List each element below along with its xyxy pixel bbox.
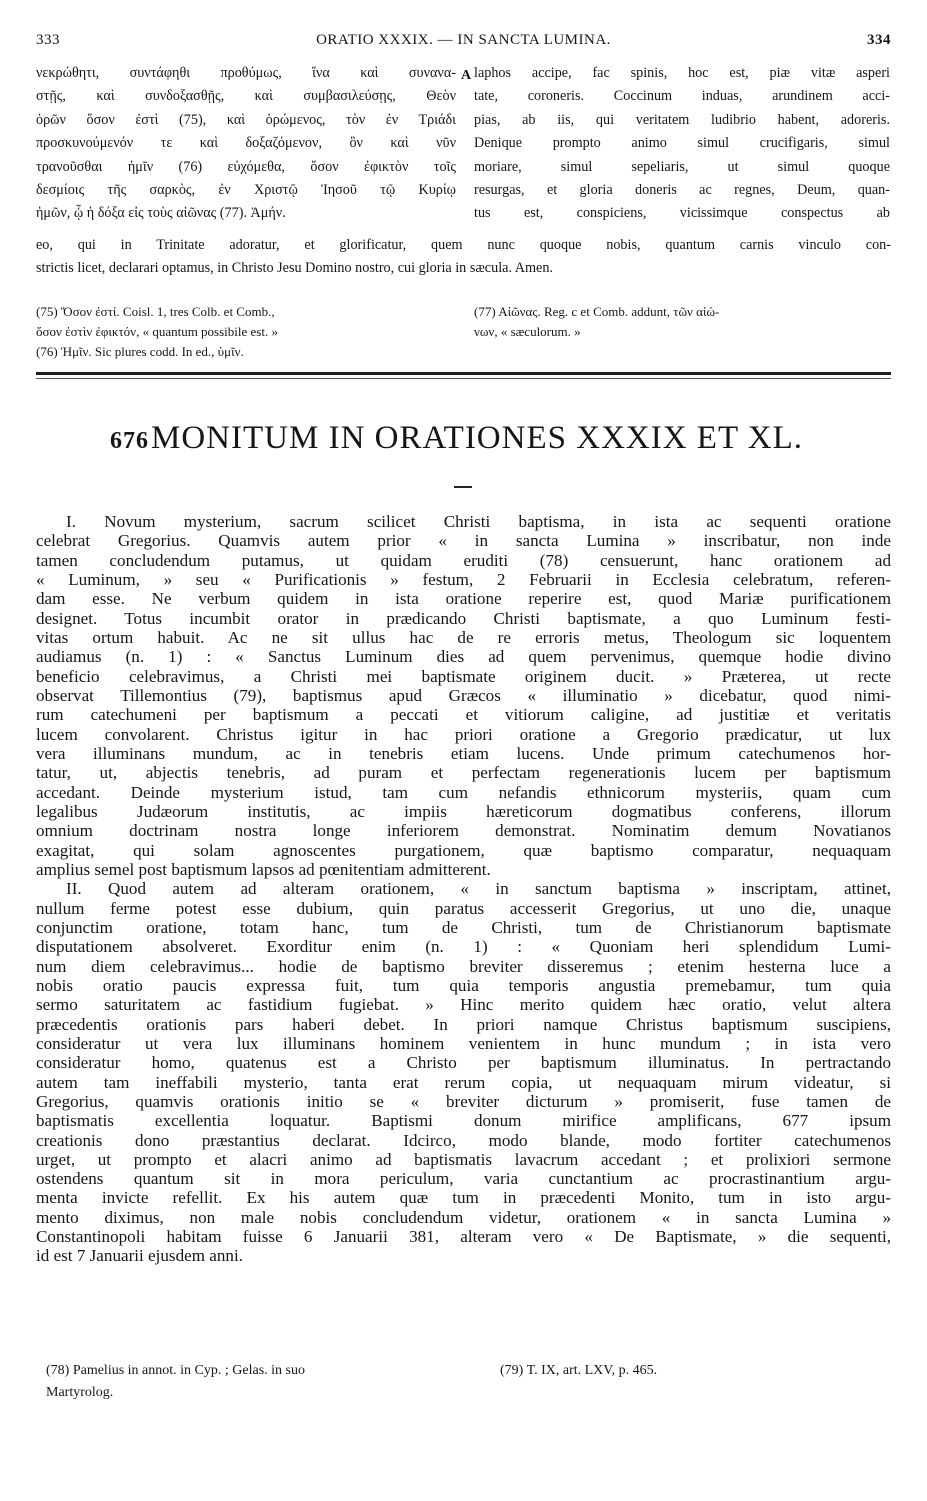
footnote-line: (79) T. IX, art. LXV, p. 465. (500, 1363, 658, 1378)
body-line: legalibus Judæorum institutis, ac impiis hæreticorum dogmatibus conferens, illorum (36, 801, 891, 821)
body-line: ostendens quantum sit in mora periculum, varia cunctantium ac procrastinantium argu- (36, 1169, 891, 1189)
greek-line: τρανοῦσθαι ἡμῖν (76) εὐχόμεθα, ὅσον ἐφικτὸν τοῖς (36, 158, 456, 175)
body-line: amplius semel post baptismum lapsos ad pœnitentiam admitterent. (36, 859, 491, 879)
body-line: accedant. Deinde mysterium istud, tam cum nefandis ethnicorum mysteriis, quam cum (36, 782, 891, 802)
latin-line: tus est, conspiciens, vicissimque conspectus ab (474, 205, 890, 222)
body-line: celebrat Gregorius. Quamvis autem prior « in sancta Lumina » inscribatur, non inde (36, 531, 891, 551)
body-line: II. Quod autem ad alteram orationem, « in sanctum baptisma » inscriptam, attinet, (66, 879, 891, 899)
body-line: « Luminum, » seu « Purificationis » festum, 2 Februarii in Ecclesia celebratum, referen- (36, 569, 891, 589)
footnotes-top-left (36, 302, 456, 362)
section-page-number: 676 (110, 428, 149, 454)
greek-line: στῇς, καὶ συνδοξασθῇς, καὶ συμβασιλεύσῃς, Θεὸν (36, 88, 456, 105)
latin-line: tate, coroneris. Coccinum induas, arundinem acci- (474, 88, 890, 105)
latin-line: moriare, simul sepeliaris, ut simul quoque (474, 158, 890, 175)
footnotes-top-right (474, 302, 890, 342)
body-line: baptismatis excellentia loquatur. Baptismi donum mirifice amplificans, 677 ipsum (36, 1111, 891, 1131)
body-line: tamen concludendum putamus, ut quidam eruditi (78) censuerunt, hanc orationem ad (36, 550, 891, 570)
greek-column (36, 62, 456, 226)
body-line: rum catechumeni per baptismum a peccati et vitiorum caligine, ad justitiæ et veritatis (36, 705, 891, 725)
footnote-line: (75) Ὅσον ἐστί. Coisl. 1, tres Colb. et Comb., (36, 304, 275, 319)
column-marker: A (461, 68, 472, 83)
body-line: id est 7 Januarii ejusdem anni. (36, 1246, 243, 1266)
body-line: exagitat, qui solam agnoscentes purgationem, quæ baptismo comparatur, nequaquam (36, 840, 891, 860)
body-line: nullum ferme potest esse dubium, quin paratus accesserit Gregorius, ut uno die, unaque (36, 898, 891, 918)
body-line: sermo saturitatem ac fastidium fugiebat. » Hinc merito quidem hæc oratio, velut altera (36, 995, 891, 1015)
body-line: vitas ortum habuit. Ac ne sit ullus hac de re erroris metus, Theologum sic loquentem (36, 627, 891, 647)
body-line: creationis dono præstantius declarat. Idcirco, modo blande, modo fortiter catechumenos (36, 1130, 891, 1150)
body-line: conjunctim oratione, totam hanc, tum de Christi, tum de Christianorum baptismate (36, 917, 891, 937)
page-number-right: 334 (867, 32, 891, 48)
body-line: consideratur homo, quatenus est a Christo per baptismum illuminatus. In pertractando (36, 1053, 891, 1073)
body-line: mento diximus, non male nobis concludendum videtur, orationem « in sancta Lumina » (36, 1207, 891, 1227)
greek-line: ὁρῶν ὅσον ἐστὶ (75), καὶ ὁρώμενος, τὸν ἐν Τριάδι (36, 111, 456, 128)
footnote-line: (78) Pamelius in annot. in Cyp. ; Gelas. in suo (46, 1363, 305, 1378)
title-dash (454, 486, 472, 488)
body-line: I. Novum mysterium, sacrum scilicet Christi baptisma, in ista ac sequenti oratione (66, 512, 891, 531)
latin-line: laphos accipe, fac spinis, hoc est, piæ vitæ asperi (474, 65, 890, 81)
section-divider (36, 372, 891, 375)
footnote-line: (77) Αἰῶνας. Reg. c et Comb. addunt, τῶν αἰώ- (474, 304, 720, 319)
latin-continuation (36, 234, 891, 281)
body-line: vera illuminans mundum, ac in tenebris etiam lucens. Unde primum catechumenos hor- (36, 743, 891, 763)
latin-line: resurgas, et gloria doneris ac regnes, Deum, quan- (474, 182, 890, 199)
greek-line: νεκρώθητι, συντάφηθι προθύμως, ἵνα καὶ συνανα- (36, 65, 456, 81)
latin-column (474, 62, 890, 226)
body-line: observat Tillemontius (79), baptismus apud Græcos « illuminatio » dicebatur, quod nimi- (36, 685, 891, 705)
page-number-left: 333 (36, 32, 60, 48)
footnote-line: Martyrolog. (46, 1385, 114, 1400)
body-line: omnium doctrinam nostra longe inferiorem demonstrat. Nominatim demum Novatianos (36, 821, 891, 841)
body-line: nobis oratio paucis expressa fuit, tum quia temporis angustia premebamur, tum quia (36, 975, 891, 995)
body-line: audiamus (n. 1) : « Sanctus Luminum dies ad quem pervenimus, quemque hodie divino (36, 647, 891, 667)
body-line: disputationem absolveret. Exorditur enim (n. 1) : « Quoniam heri splendidum Lumi- (36, 937, 891, 957)
body-line: consideratur ut vera lux illuminans hominem venientem in hunc mundum ; in ista vero (36, 1033, 891, 1053)
body-line: tatur, ut, abjectis tenebris, ad puram et perfectam regenerationis lucem per baptismum (36, 763, 891, 783)
section-divider-thin (36, 378, 891, 379)
body-line: autem tam ineffabili mysterio, tanta erat rerum copia, ut nequaquam mirum videatur, si (36, 1072, 891, 1092)
body-line: lucem convolarent. Christus igitur in hac priori oratione a Gregorio prædicatur, ut lux (36, 724, 891, 744)
body-line: dam esse. Ne verbum quidem in ista oratione reperire est, quod Mariæ purificationem (36, 589, 891, 609)
section-title (110, 420, 870, 457)
running-title: ORATIO XXXIX. — IN SANCTA LUMINA. (316, 32, 611, 48)
footnote-line: (76) Ἡμῖν. Sic plures codd. In ed., ὑμῖν. (36, 344, 244, 359)
greek-line: δεσμίοις τῆς σαρκὸς, ἐν Χριστῷ Ἰησοῦ τῷ Κυρίῳ (36, 182, 456, 199)
body-line: designet. Totus incumbit orator in prædicando Christi baptismate, a quo Luminum festi- (36, 608, 891, 628)
section-title-text: MONITUM IN ORATIONES XXXIX ET XL. (151, 420, 804, 456)
footnotes-bottom-left (46, 1360, 466, 1404)
footnotes-bottom-right (500, 1360, 900, 1382)
footnote-line: νων, « sæculorum. » (474, 324, 581, 339)
greek-line: ἡμῶν, ᾧ ἡ δόξα εἰς τοὺς αἰῶνας (77). Ἀμήν. (36, 205, 286, 222)
latin-full-line: eo, qui in Trinitate adoratur, et glorificatur, quem nunc quoque nobis, quantum carnis vinculo con- (36, 237, 891, 253)
body-line: num diem celebravimus... hodie de baptismo breviter disseremus ; etenim hesterna luce a (36, 956, 891, 976)
body-line: Constantinopoli habitam fuisse 6 Januarii 381, alteram vero « De Baptismate, » die sequenti, (36, 1227, 891, 1247)
body-line: urget, ut prompto et alacri animo ad baptismatis lavacrum accedant ; et prolixiori sermone (36, 1149, 891, 1169)
running-head (36, 32, 891, 56)
latin-line: pias, ab iis, qui veritatem ludibrio habent, adoreris. (474, 111, 890, 128)
latin-line: Denique prompto animo simul crucifigaris, simul (474, 135, 890, 152)
greek-line: προσκυνούμενόν τε καὶ δοξαζόμενον, ὃν καὶ νῦν (36, 135, 456, 152)
latin-full-line: strictis licet, declarari optamus, in Christo Jesu Domino nostro, cui gloria in sæcula. Amen. (36, 260, 553, 277)
body-line: præcedentis orationis pars haberi debet. In priori namque Christus baptismum suscipiens, (36, 1014, 891, 1034)
monitum-body (36, 512, 891, 1266)
body-line: Gregorius, quamvis orationis initio se « breviter dicturum » promiserit, fuse tamen de (36, 1091, 891, 1111)
body-line: beneficio celebravimus, a Christi mei baptismate originem ducit. » Præterea, ut recte (36, 666, 891, 686)
footnote-line: ὅσον ἐστὶν ἐφικτόν, « quantum possibile est. » (36, 324, 278, 339)
body-line: menta invicte refellit. Ex his autem quæ tum in præcedenti Monito, tum in isto argu- (36, 1188, 891, 1208)
